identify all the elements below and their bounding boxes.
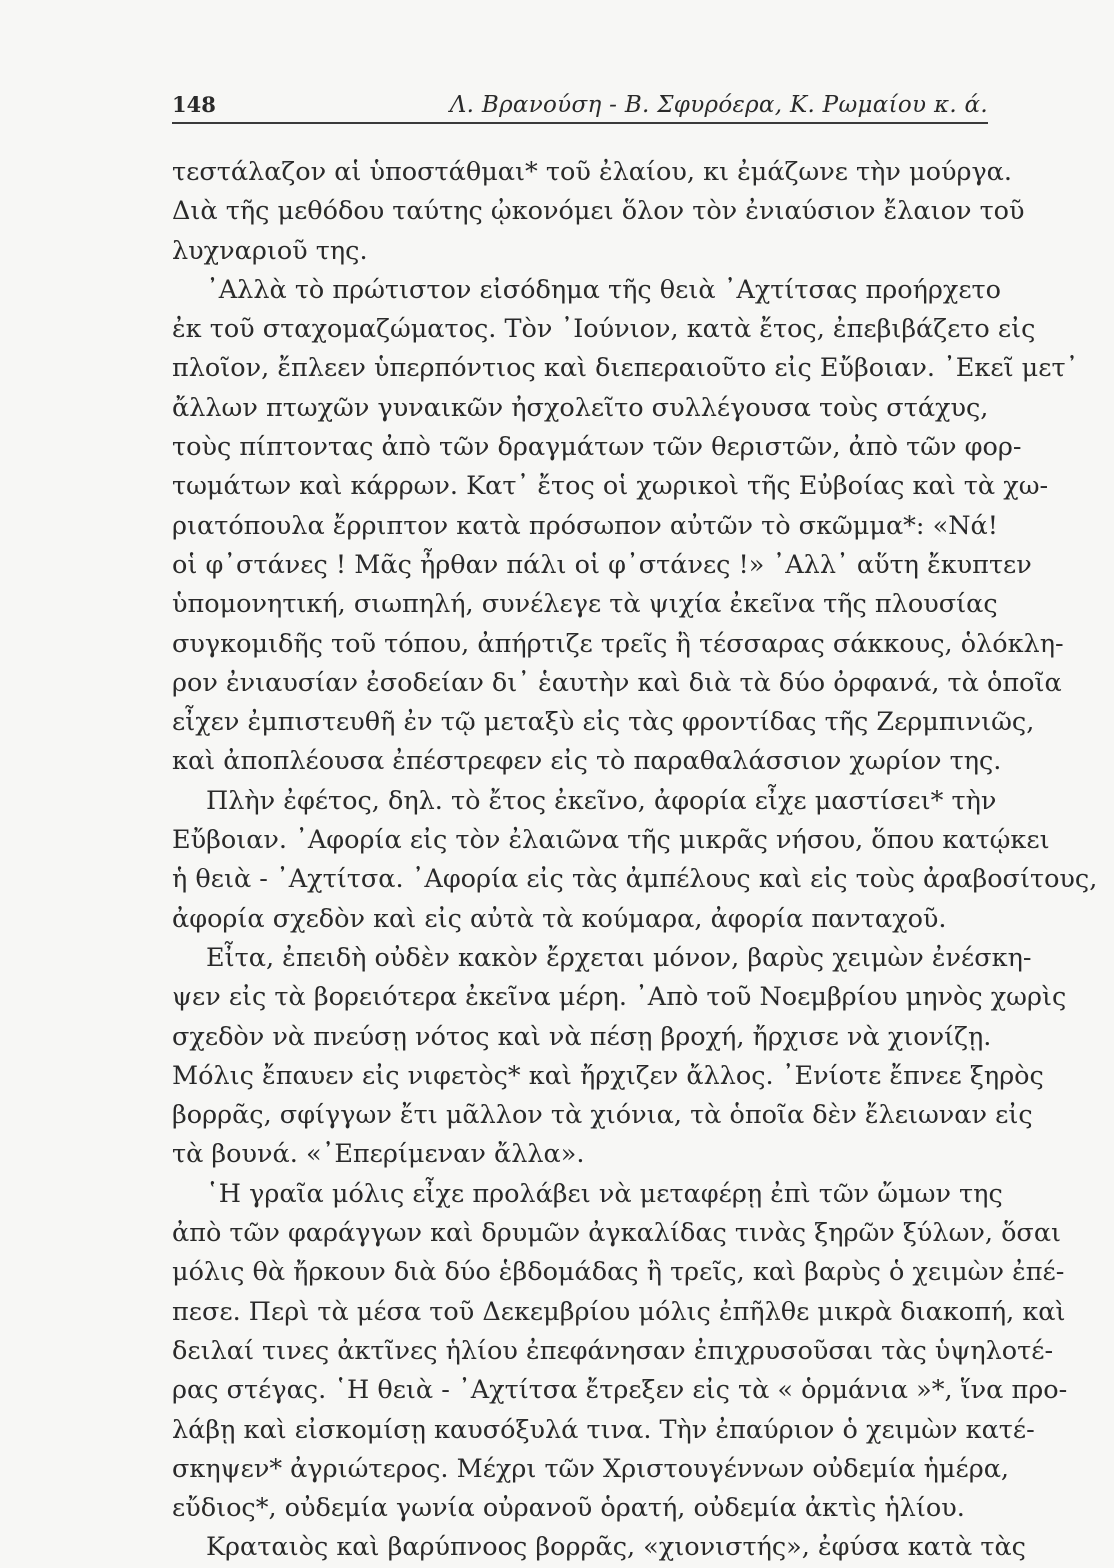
text-line: πλοῖον, ἔπλεεν ὑπερπόντιος καὶ διεπεραιοῦτο εἰς Εὔβοιαν. ᾿Εκεῖ μετ᾿ bbox=[172, 353, 1079, 384]
text-line: τεστάλαζον αἱ ὑποστάθμαι* τοῦ ἐλαίου, κι ἐμάζωνε τὴν μούργα. bbox=[172, 157, 1013, 187]
text-line: τωμάτων καὶ κάρρων. Κατ᾿ ἔτος οἱ χωρικοὶ τῆς Εὐβοίας καὶ τὰ χω- bbox=[172, 471, 1049, 502]
text-line: σκηψεν* ἀγριώτερος. Μέχρι τῶν Χριστουγέννων οὐδεμία ἡμέρα, bbox=[172, 1453, 1010, 1484]
text-line: βορρᾶς, σφίγγων ἔτι μᾶλλον τὰ χιόνια, τὰ ὁποῖα δὲν ἔλειωναν εἰς bbox=[172, 1100, 1033, 1131]
text-line: ῾Η γραῖα μόλις εἶχε προλάβει νὰ μεταφέρῃ ἐπὶ τῶν ὤμων της bbox=[206, 1178, 1003, 1209]
text-line: λυχναριοῦ της. bbox=[172, 235, 368, 266]
text-line: ἡ θειὰ - ᾿Αχτίτσα. ᾿Αφορία εἰς τὰς ἀμπέλους καὶ εἰς τοὺς ἀραβοσίτους, bbox=[172, 864, 1098, 895]
text-line: σχεδὸν νὰ πνεύσῃ νότος καὶ νὰ πέσῃ βροχή, ἤρχισε νὰ χιονίζῃ. bbox=[172, 1021, 992, 1052]
text-line: δειλαί τινες ἀκτῖνες ἡλίου ἐπεφάνησαν ἐπιχρυσοῦσαι τὰς ὑψηλοτέ- bbox=[172, 1335, 1054, 1366]
text-line: τοὺς πίπτοντας ἀπὸ τῶν δραγμάτων τῶν θεριστῶν, ἀπὸ τῶν φορ- bbox=[172, 432, 1022, 463]
text-line: Εὔβοιαν. ᾿Αφορία εἰς τὸν ἐλαιῶνα τῆς μικρᾶς νήσου, ὅπου κατῴκει bbox=[172, 825, 1050, 856]
text-line: ρον ἐνιαυσίαν ἐσοδείαν δι᾿ ἑαυτὴν καὶ διὰ τὰ δύο ὀρφανά, τὰ ὁποῖα bbox=[172, 667, 1062, 698]
text-line: Διὰ τῆς μεθόδου ταύτης ᾠκονόμει ὅλον τὸν ἐνιαύσιον ἔλαιον τοῦ bbox=[172, 196, 1025, 227]
body-text bbox=[172, 153, 1098, 1568]
running-head: Λ. Βρανούση - Β. Σφυρόερα, Κ. Ρωμαίου κ. ά. bbox=[449, 92, 988, 118]
text-line: ἀπὸ τῶν φαράγγων καὶ δρυμῶν ἀγκαλίδας τινὰς ξηρῶν ξύλων, ὅσαι bbox=[172, 1218, 1062, 1249]
text-line: συγκομιδῆς τοῦ τόπου, ἀπήρτιζε τρεῖς ἢ τέσσαρας σάκκους, ὁλόκλη- bbox=[172, 628, 1064, 659]
text-line: λάβῃ καὶ εἰσκομίσῃ καυσόξυλά τινα. Τὴν ἐπαύριον ὁ χειμὼν κατέ- bbox=[172, 1414, 1035, 1445]
text-line: Εἶτα, ἐπειδὴ οὐδὲν κακὸν ἔρχεται μόνον, βαρὺς χειμὼν ἐνέσκη- bbox=[206, 942, 1032, 973]
text-line: ρας στέγας. ῾Η θειὰ - ᾿Αχτίτσα ἔτρεξεν εἰς τὰ « ὁρμάνια »*, ἵνα προ- bbox=[172, 1375, 1068, 1406]
text-line: πεσε. Περὶ τὰ μέσα τοῦ Δεκεμβρίου μόλις ἐπῆλθε μικρὰ διακοπή, καὶ bbox=[172, 1296, 1066, 1327]
text-line: τὰ βουνά. «᾿Επερίμεναν ἄλλα». bbox=[172, 1139, 585, 1170]
text-line: ψεν εἰς τὰ βορειότερα ἐκεῖνα μέρη. ᾿Απὸ τοῦ Νοεμβρίου μηνὸς χωρὶς bbox=[172, 982, 1067, 1013]
text-line: ἀφορία σχεδὸν καὶ εἰς αὐτὰ τὰ κούμαρα, ἀφορία πανταχοῦ. bbox=[172, 903, 947, 934]
text-line: εἶχεν ἐμπιστευθῆ ἐν τῷ μεταξὺ εἰς τὰς φροντίδας τῆς Ζερμπινιῶς, bbox=[172, 707, 1035, 738]
text-line: καὶ ἀποπλέουσα ἐπέστρεφεν εἰς τὸ παραθαλάσσιον χωρίον της. bbox=[172, 746, 1002, 777]
text-line: ριατόπουλα ἔρριπτον κατὰ πρόσωπον αὐτῶν τὸ σκῶμμα*: «Νά! bbox=[172, 510, 998, 541]
page-number: 148 bbox=[172, 92, 216, 117]
page-header bbox=[172, 88, 988, 124]
text-line: εὔδιος*, οὐδεμία γωνία οὐρανοῦ ὁρατή, οὐδεμία ἀκτὶς ἡλίου. bbox=[172, 1493, 965, 1524]
text-line: Κραταιὸς καὶ βαρύπνοος βορρᾶς, «χιονιστής», ἐφύσα κατὰ τὰς bbox=[206, 1532, 1026, 1563]
text-line: Μόλις ἔπαυεν εἰς νιφετὸς* καὶ ἤρχιζεν ἄλλος. ᾿Ενίοτε ἔπνεε ξηρὸς bbox=[172, 1060, 1044, 1091]
text-line: Πλὴν ἐφέτος, δηλ. τὸ ἔτος ἐκεῖνο, ἀφορία εἶχε μαστίσει* τὴν bbox=[206, 785, 997, 816]
text-line: ᾿Αλλὰ τὸ πρώτιστον εἰσόδημα τῆς θειὰ ᾿Αχτίτσας προήρχετο bbox=[206, 274, 1001, 305]
text-line: ἄλλων πτωχῶν γυναικῶν ἠσχολεῖτο συλλέγουσα τοὺς στάχυς, bbox=[172, 392, 989, 423]
text-line: ἐκ τοῦ σταχομαζώματος. Τὸν ᾿Ιούνιον, κατὰ ἔτος, ἐπεβιβάζετο εἰς bbox=[172, 314, 1036, 345]
text-line: οἱ φ᾿στάνες ! Μᾶς ἦρθαν πάλι οἱ φ᾿στάνες !» ᾿Αλλ᾿ αὕτη ἔκυπτεν bbox=[172, 549, 1032, 580]
text-line: μόλις θὰ ἤρκουν διὰ δύο ἑβδομάδας ἢ τρεῖς, καὶ βαρὺς ὁ χειμὼν ἐπέ- bbox=[172, 1257, 1065, 1288]
text-line: ὑπομονητική, σιωπηλή, συνέλεγε τὰ ψιχία ἐκεῖνα τῆς πλουσίας bbox=[172, 589, 998, 620]
